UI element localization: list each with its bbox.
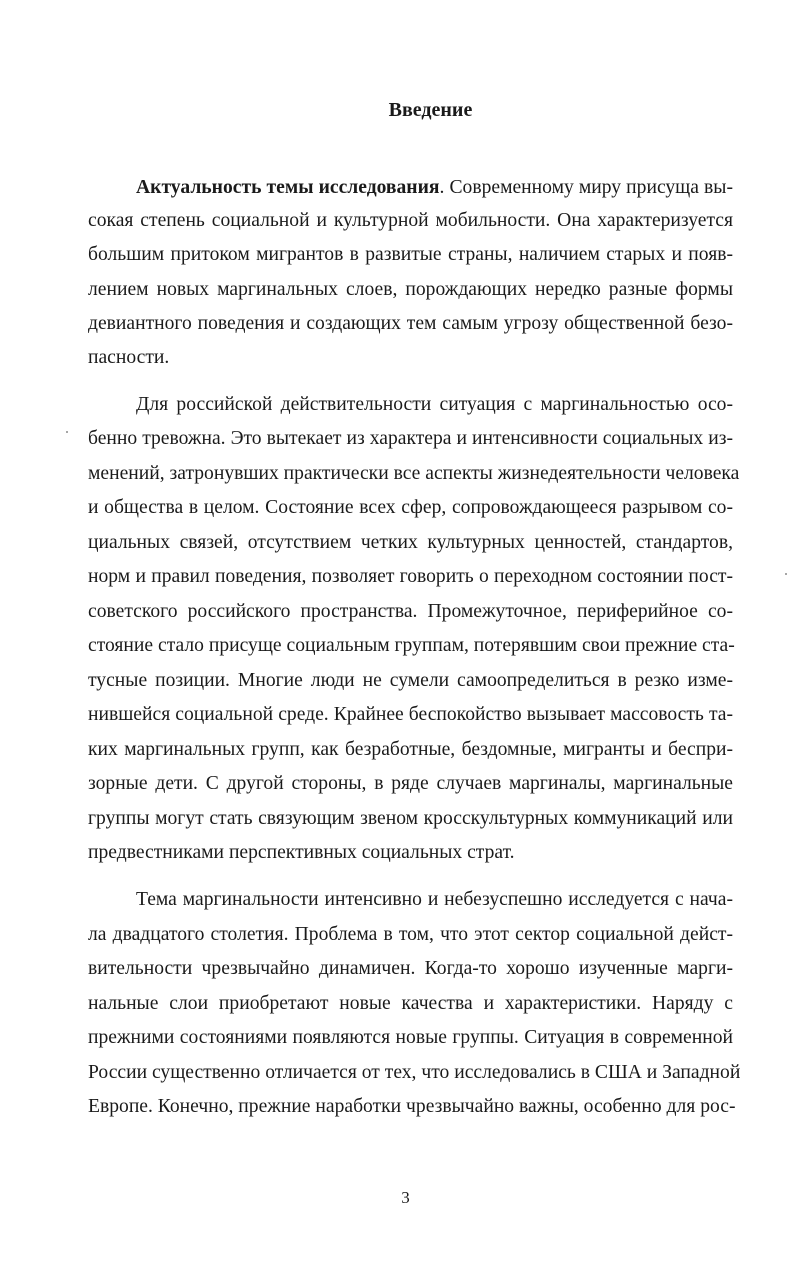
text-line: бенно тревожна. Это вытекает из характера и интенсивности социальных из-: [88, 428, 733, 449]
text-line: лением новых маргинальных слоев, порождающих нередко разные формы: [88, 279, 733, 300]
text-line: нальные слои приобретают новые качества и характеристики. Наряду с: [88, 993, 733, 1014]
text-line: девиантного поведения и создающих тем самым угрозу общественной безо-: [88, 313, 733, 334]
text-line: пасности.: [88, 347, 170, 368]
text-line: ла двадцатого столетия. Проблема в том, что этот сектор социальной дейст-: [88, 924, 733, 945]
text-line: и общества в целом. Состояние всех сфер, сопровождающееся разрывом со-: [88, 497, 733, 518]
text-line: нившейся социальной среде. Крайнее беспокойство вызывает массовость та-: [88, 704, 733, 725]
text-line: большим притоком мигрантов в развитые страны, наличием старых и появ-: [88, 244, 733, 265]
text-line: предвестниками перспективных социальных страт.: [88, 842, 515, 863]
text-line: прежними состояниями появляются новые группы. Ситуация в современной: [88, 1027, 733, 1048]
text-line: Тема маргинальности интенсивно и небезуспешно исследуется с нача-: [136, 889, 733, 910]
text-line: [136, 173, 733, 203]
text-line: стояние стало присуще социальным группам, потерявшим свои прежние ста-: [88, 635, 735, 656]
text-line: сокая степень социальной и культурной мобильности. Она характеризуется: [88, 210, 733, 231]
text-line: Для российской действительности ситуация с маргинальностью осо-: [136, 394, 733, 415]
text-line: вительности чрезвычайно динамичен. Когда-то хорошо изученные марги-: [88, 958, 733, 979]
text-line: менений, затронувших практически все аспекты жизнедеятельности человека: [88, 463, 740, 484]
text-line: норм и правил поведения, позволяет говорить о переходном состоянии пост-: [88, 566, 733, 587]
page-title: Введение: [388, 99, 473, 121]
page-number: 3: [401, 1188, 410, 1207]
lead-phrase: Актуальность темы исследования: [136, 177, 440, 198]
text-line: зорные дети. С другой стороны, в ряде случаев маргиналы, маргинальные: [88, 773, 733, 794]
text-line: циальных связей, отсутствием четких культурных ценностей, стандартов,: [88, 532, 733, 553]
text-line: группы могут стать связующим звеном кросскультурных коммуникаций или: [88, 808, 733, 829]
scan-speck: [785, 573, 787, 575]
text-line: тусные позиции. Многие люди не сумели самоопределиться в резко изме-: [88, 670, 733, 691]
text-line: Европе. Конечно, прежние наработки чрезвычайно важны, особенно для рос-: [88, 1096, 736, 1117]
text-line: России существенно отличается от тех, что исследовались в США и Западной: [88, 1062, 741, 1083]
scan-speck: [66, 431, 68, 433]
text-line: советского российского пространства. Промежуточное, периферийное со-: [88, 601, 733, 622]
lead-continuation: . Современному миру присуща вы-: [439, 177, 733, 198]
text-line: ких маргинальных групп, как безработные, бездомные, мигранты и беспри-: [88, 739, 733, 760]
